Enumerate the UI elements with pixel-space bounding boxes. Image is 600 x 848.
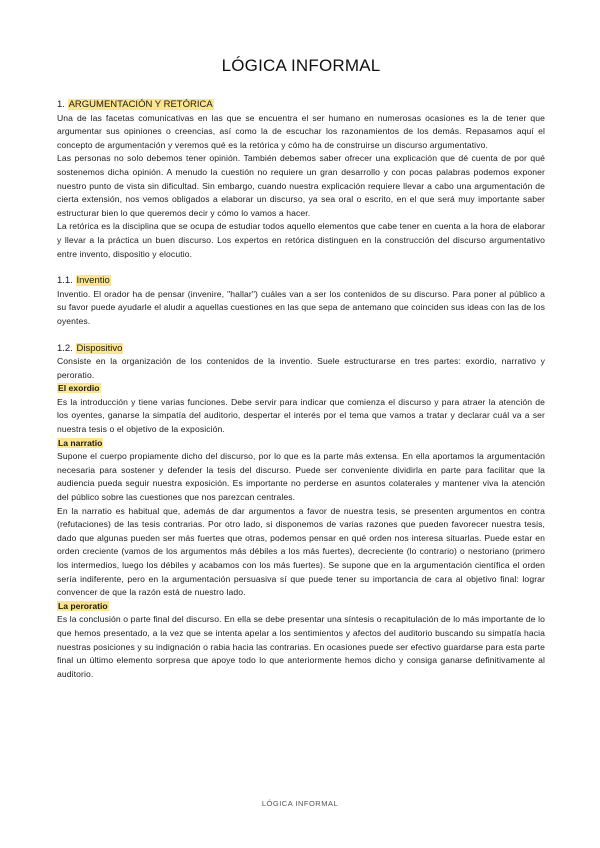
section-1-heading	[57, 98, 545, 112]
highlighted-heading: Dispositivo	[76, 342, 123, 354]
paragraph: Inventio. El orador ha de pensar (invenire, "hallar") cuáles van a ser los contenidos de su discurso. Para poner al público a su favor puede ayudarle el aludir a aquellas cuestiones en las que sepa de antemano que coinciden sus ideas con las de los oyentes.	[57, 288, 545, 326]
paragraph: En la narratio es habitual que, además de dar argumentos a favor de nuestra tesis, se presenten argumentos en contra (refutaciones) de las tesis contrarias. Por otro lado, si disponemos de varias razones que pueden favorecer nuestra tesis, dado que algunas pueden ser más fuertes que otras, podemos pensar en qué orden nos interesa situarlas. Puede estar en orden creciente (vamos de los argumentos más débiles a los más fuertes), decreciente (lo contrario) o nestoriano (primero los intermedios, luego los débiles y acabamos con los más fuertes). Se supone que en la argumentación científica el orden sería indiferente, pero en la argumentación persuasiva sí que puede tener su importancia de cara al objetivo final: lograr convencer de que la razón está de nuestro lado.	[57, 505, 545, 598]
paragraph: Consiste en la organización de los contenidos de la inventio. Suele estructurarse en tres partes: exordio, narrativo y peroratio.	[57, 356, 545, 380]
section-1-2-heading	[57, 342, 545, 356]
section-number: 1.1.	[57, 275, 73, 287]
paragraph: Es la introducción y tiene varias funciones. Debe servir para indicar que comienza el discurso y para atraer la atención de los oyentes, ganarse la simpatía del auditorio, despertar el interés por el tema que vamos a tratar y declarar cuál va a ser nuestra tesis o el objetivo de la exposición.	[57, 396, 545, 435]
document-page	[57, 56, 545, 681]
highlighted-heading: ARGUMENTACIÓN Y RETÓRICA	[68, 99, 213, 110]
exordio-heading: El exordio	[58, 383, 100, 394]
section-1-1-heading	[57, 274, 545, 288]
paragraph: Las personas no solo debemos tener opinión. También debemos saber ofrecer una explicación que dé cuenta de por qué sostenemos dicha opinión. A menudo la cuestión no requiere un gran desarrollo y con pocas palabras podemos exponer nuestro punto de vista sin dificultad. Sin embargo, cuando nuestra explicación requiere llevar a cabo una argumentación de cierta extensión, nos vemos obligados a elaborar un discurso, ya sea oral o escrito, en el que será muy importante saber estructurar bien lo que queremos decir y cómo lo vamos a hacer.	[57, 153, 545, 218]
paragraph: Una de las facetas comunicativas en las que se encuentra el ser humano en numerosas ocasiones es la de tener que argumentar sus opiniones o creencias, así como la de escuchar los razonamientos de los demás. Repasamos aquí el concepto de argumentación y veremos qué es la retórica y cómo ha de construirse un discurso argumentativo.	[57, 112, 545, 150]
paragraph: Supone el cuerpo propiamente dicho del discurso, por lo que es la parte más extensa. En ella aportamos la argumentación necesaria para sostener y defender la tesis del discurso. Puede ser conveniente dividirla en parte para facilitar que la audiencia pueda seguir nuestra exposición. Es importante no perderse en asuntos colaterales y mantener viva la atención del público sobre las cuestiones que nos parezcan centrales.	[57, 451, 545, 503]
page-footer: LÓGICA INFORMAL	[261, 799, 339, 808]
highlighted-heading: Inventio	[76, 275, 110, 287]
section-number: 1.2.	[57, 342, 73, 354]
peroratio-heading: La peroratio	[58, 600, 108, 611]
paragraph: Es la conclusión o parte final del discurso. En ella se debe presentar una síntesis o recapitulación de lo más importante de lo que hemos presentado, a la vez que se intenta apelar a los sentimientos y afectos del auditorio buscando su simpatía hacia nuestras posiciones y su indignación o rabia hacia las contrarias. En ocasiones puede ser efectivo guardarse para esta parte final un último elemento sorpresa que apoye todo lo que anteriormente hemos dicho y consiga ganarse definitivamente al auditorio.	[57, 614, 545, 679]
narratio-heading: La narratio	[58, 437, 103, 448]
section-number: 1.	[57, 99, 65, 110]
paragraph: La retórica es la disciplina que se ocupa de estudiar todos aquello elementos que cabe tener en cuenta a la hora de elaborar y llevar a la práctica un buen discurso. Los expertos en retórica distinguen en la construcción del discurso argumentativo entre invento, dispositio y elocutio.	[57, 221, 545, 259]
document-title: LÓGICA INFORMAL	[221, 56, 381, 75]
